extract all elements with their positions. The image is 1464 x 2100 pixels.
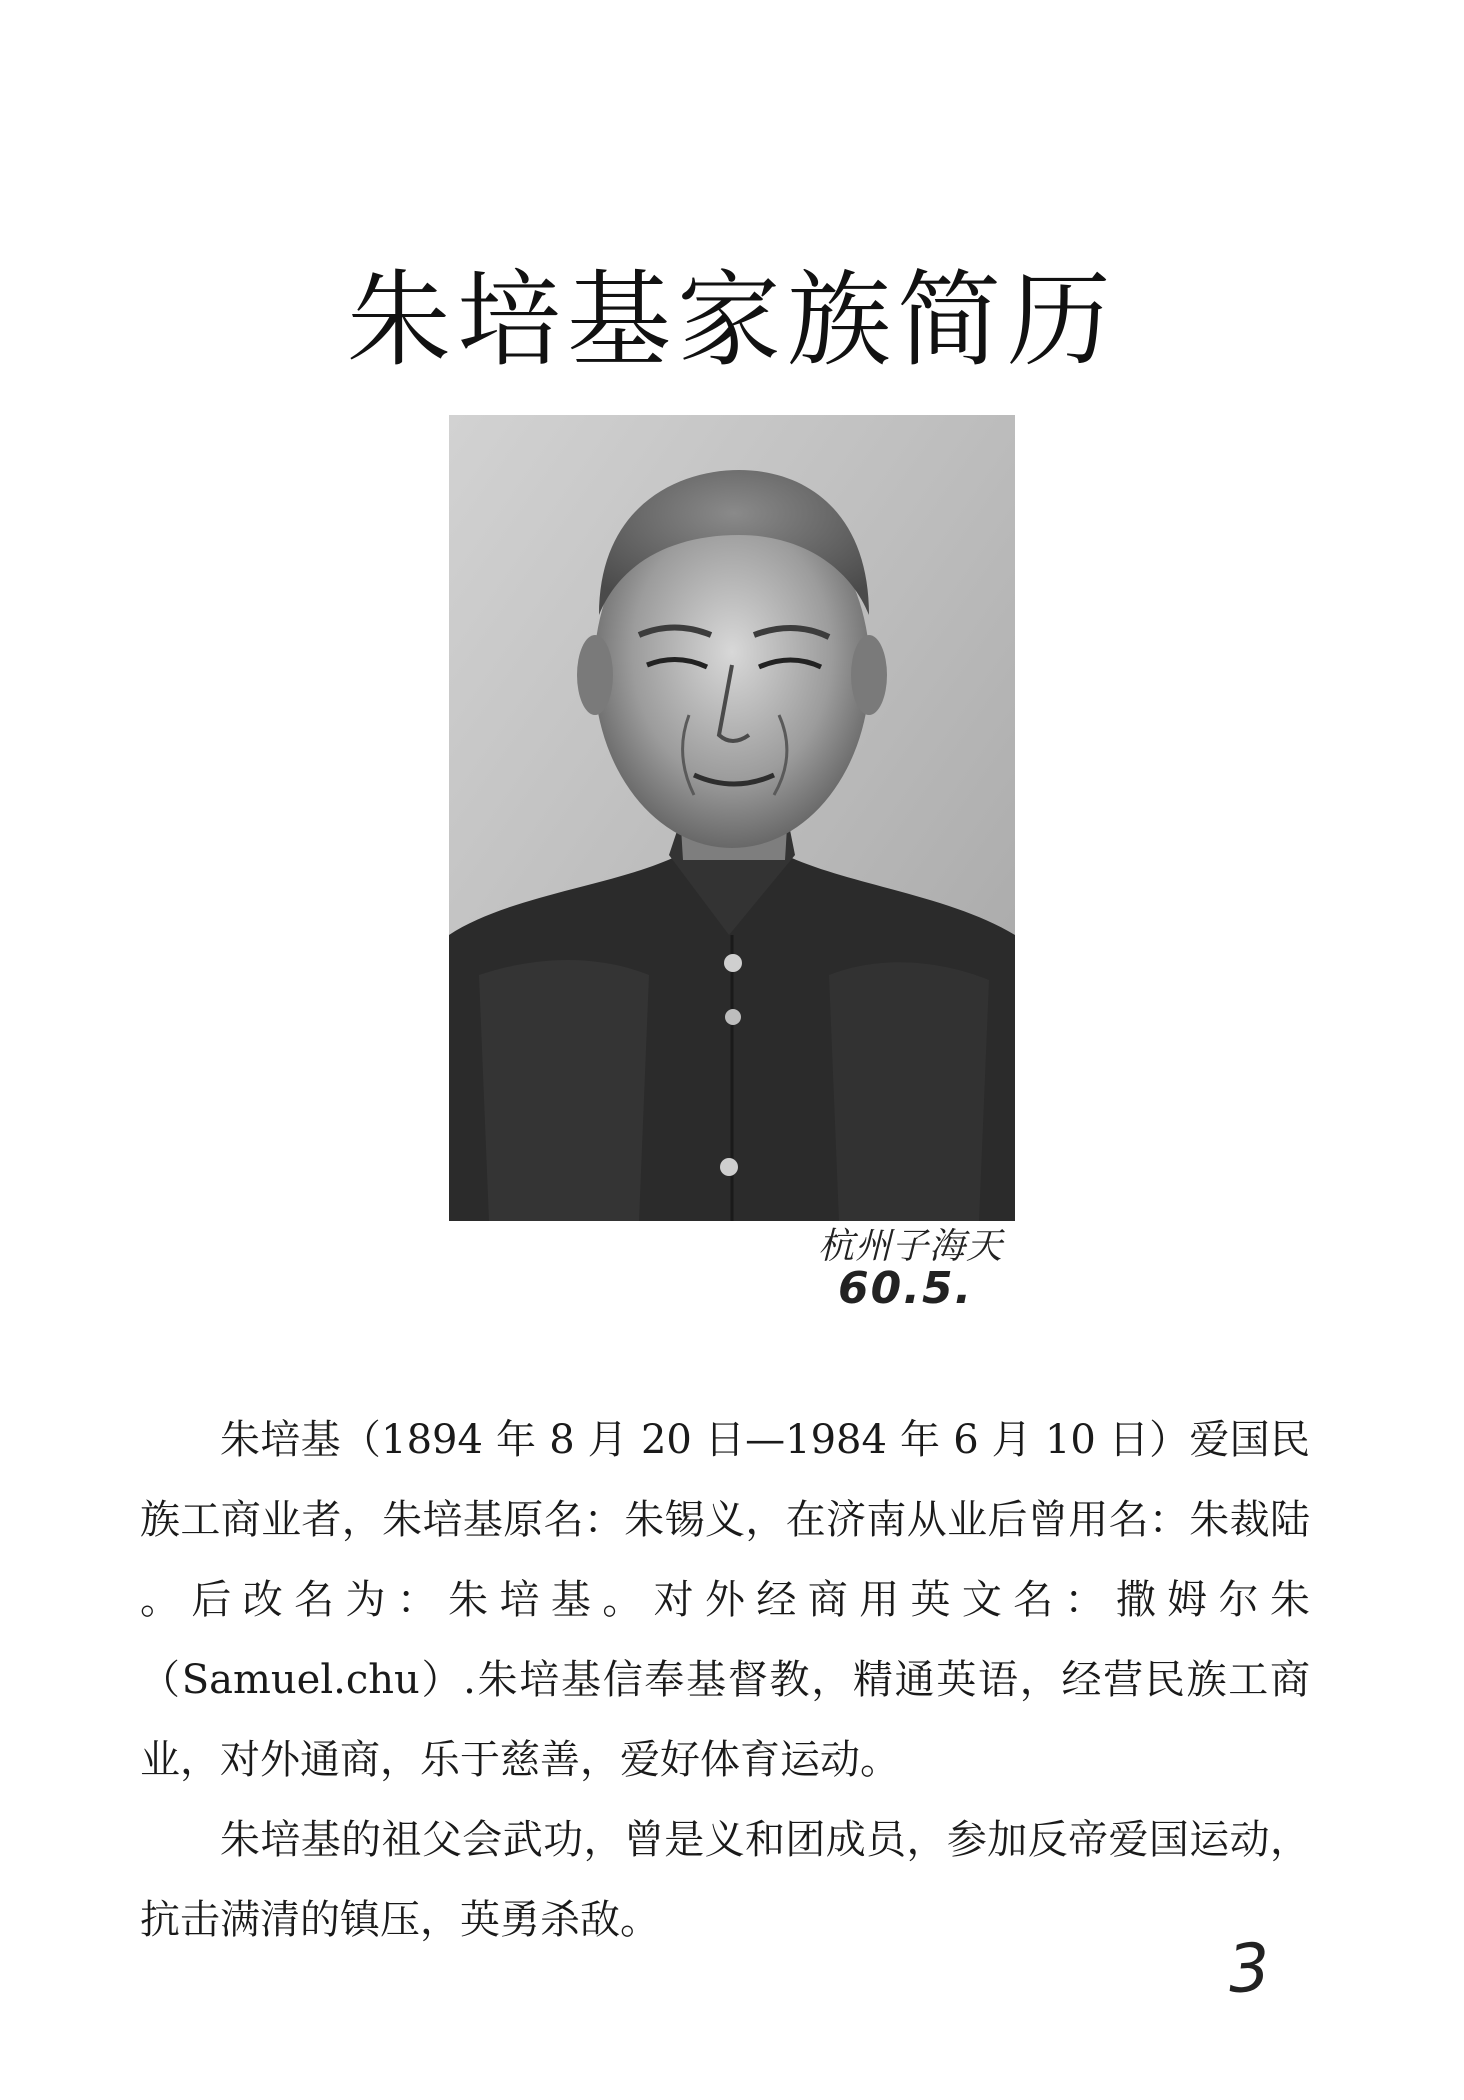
biography-text [140,1400,1310,1960]
photo-caption-date: 60.5. [838,1262,974,1314]
portrait-image [449,415,1015,1221]
photo-caption-studio: 杭州子海天 [818,1226,1004,1267]
portrait-photo [449,415,1015,1221]
paragraph: 朱培基的祖父会武功，曾是义和团成员，参加反帝爱国运动，抗击满清的镇压，英勇杀敌。 [140,1817,1310,1943]
page-number: 3 [1225,1928,1273,2009]
paragraph: 朱培基（1894 年 8 月 20 日—1984 年 6 月 10 日）爱国民族工商业者，朱培基原名：朱锡义，在济南从业后曾用名：朱裁陆 。后改名为：朱培基。对外经商用英文名：撒姆尔朱（Samuel.chu）.朱培基信奉基督教，精通英语，经营民族工商业，对外通商，乐于慈善，爱好体育运动。 [140,1417,1310,1783]
photo-caption [808,1228,1028,1312]
page-title: 朱培基家族简历 [346,259,1117,381]
